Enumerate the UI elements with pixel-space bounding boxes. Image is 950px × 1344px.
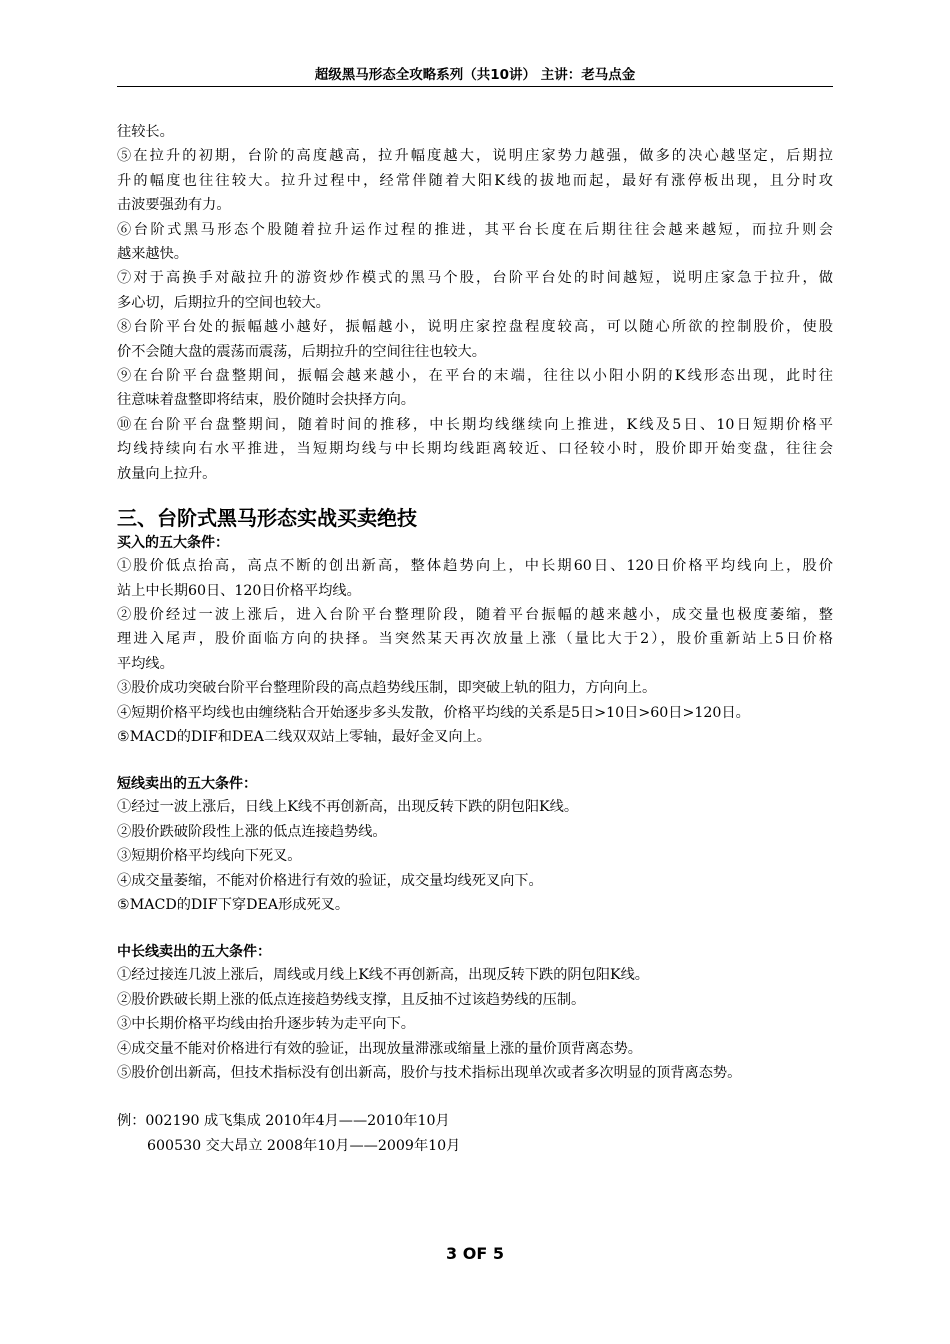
text-line: ①股价低点抬高，高点不断的创出新高，整体趋势向上，中长期60日、120日价格平均线向上，股价: [117, 558, 833, 575]
intro-paragraphs: [117, 120, 833, 486]
example-line: 600530 交大昂立 2008年10月——2009年10月: [147, 1137, 461, 1154]
short-sell-conditions: [117, 773, 833, 917]
text-line: ④成交量不能对价格进行有效的验证，出现放量滞涨或缩量上涨的量价顶背离态势。: [117, 1040, 642, 1057]
text-line: ④短期价格平均线也由缠绕粘合开始逐步多头发散，价格平均线的关系是5日>10日>60日>120日。: [117, 704, 750, 721]
page-number: 3 OF 5: [446, 1244, 504, 1263]
text-line: ①经过一波上涨后，日线上K线不再创新高，出现反转下跌的阴包阳K线。: [117, 799, 579, 816]
header-rule: [117, 86, 833, 87]
text-line: 往较长。: [117, 124, 174, 140]
text-line: ①经过接连几波上涨后，周线或月线上K线不再创新高，出现反转下跌的阴包阳K线。: [117, 967, 649, 984]
spacer: [117, 749, 833, 773]
text-line: 击波要强劲有力。: [117, 197, 231, 214]
text-line: 往意味着盘整即将结束，股价随时会抉择方向。: [117, 392, 415, 409]
text-line: ⑥台阶式黑马形态个股随着拉升运作过程的推进，其平台长度在后期往往会越来越短，而拉升则会: [117, 221, 833, 238]
text-line: 多心切，后期拉升的空间也较大。: [117, 294, 330, 311]
text-line: ⑤MACD的DIF下穿DEA形成死叉。: [117, 896, 350, 913]
running-header: 超级黑马形态全攻略系列（共10讲） 主讲：老马点金: [314, 67, 636, 83]
text-line: ⑤MACD的DIF和DEA二线双双站上零轴，最好金叉向上。: [117, 728, 491, 745]
spacer: [117, 1085, 833, 1109]
subsection-heading: 中长线卖出的五大条件：: [117, 944, 271, 961]
text-line: 放量向上拉升。: [117, 465, 217, 482]
text-line: ⑦对于高换手对敲拉升的游资炒作模式的黑马个股，台阶平台处的时间越短，说明庄家急于拉升，做: [117, 270, 833, 287]
text-line: ③中长期价格平均线由抬升逐步转为走平向下。: [117, 1016, 415, 1033]
long-sell-conditions: [117, 941, 833, 1085]
text-line: ④成交量萎缩，不能对价格进行有效的验证，成交量均线死叉向下。: [117, 872, 543, 889]
text-line: 平均线。: [117, 655, 174, 672]
buy-conditions: [117, 532, 833, 749]
section-title: 三、台阶式黑马形态实战买卖绝技: [117, 506, 417, 531]
text-line: 价不会随大盘的震荡而震荡，后期拉升的空间往往也较大。: [117, 343, 486, 360]
text-line: 理进入尾声，股价面临方向的抉择。当突然某天再次放量上涨（量比大于2），股价重新站上5日价格: [117, 631, 833, 648]
text-line: 均线持续向右水平推进，当短期均线与中长期均线距离较近、口径较小时，股价即开始变盘，往往会: [117, 441, 833, 458]
examples: [117, 1109, 833, 1158]
example-line: 例：002190 成飞集成 2010年4月——2010年10月: [117, 1113, 450, 1130]
text-line: ②股价跌破长期上涨的低点连接趋势线支撑，且反抽不过该趋势线的压制。: [117, 991, 586, 1008]
text-line: 越来越快。: [117, 246, 188, 263]
text-line: ⑨在台阶平台盘整期间，振幅会越来越小，在平台的末端，往往以小阳小阴的K线形态出现，此时往: [117, 368, 833, 385]
spacer: [117, 917, 833, 941]
text-line: ②股价经过一波上涨后，进入台阶平台整理阶段，随着平台振幅的越来越小，成交量也极度萎缩，整: [117, 606, 833, 623]
subsection-heading: 短线卖出的五大条件：: [117, 776, 257, 793]
text-line: ⑧台阶平台处的振幅越小越好，振幅越小，说明庄家控盘程度较高，可以随心所欲的控制股价，使股: [117, 319, 833, 336]
text-line: ⑩在台阶平台盘整期间，随着时间的推移，中长期均线继续向上推进，K线及5日、10日短期价格平: [117, 416, 833, 433]
subsection-heading: 买入的五大条件：: [117, 535, 229, 552]
text-line: 站上中长期60日、120日价格平均线。: [117, 582, 361, 599]
text-line: ⑤股价创出新高，但技术指标没有创出新高，股价与技术指标出现单次或者多次明显的顶背离态势。: [117, 1065, 742, 1081]
text-line: ③股价成功突破台阶平台整理阶段的高点趋势线压制，即突破上轨的阻力，方向向上。: [117, 680, 657, 697]
text-line: 升的幅度也往往较大。拉升过程中，经常伴随着大阳K线的拔地而起，最好有涨停板出现，且分时攻: [117, 172, 833, 189]
text-line: ⑤在拉升的初期，台阶的高度越高，拉升幅度越大，说明庄家势力越强，做多的决心越坚定，后期拉: [117, 148, 833, 165]
text-line: ③短期价格平均线向下死叉。: [117, 848, 302, 865]
text-line: ②股价跌破阶段性上涨的低点连接趋势线。: [117, 823, 387, 840]
page-content: [117, 120, 833, 1158]
